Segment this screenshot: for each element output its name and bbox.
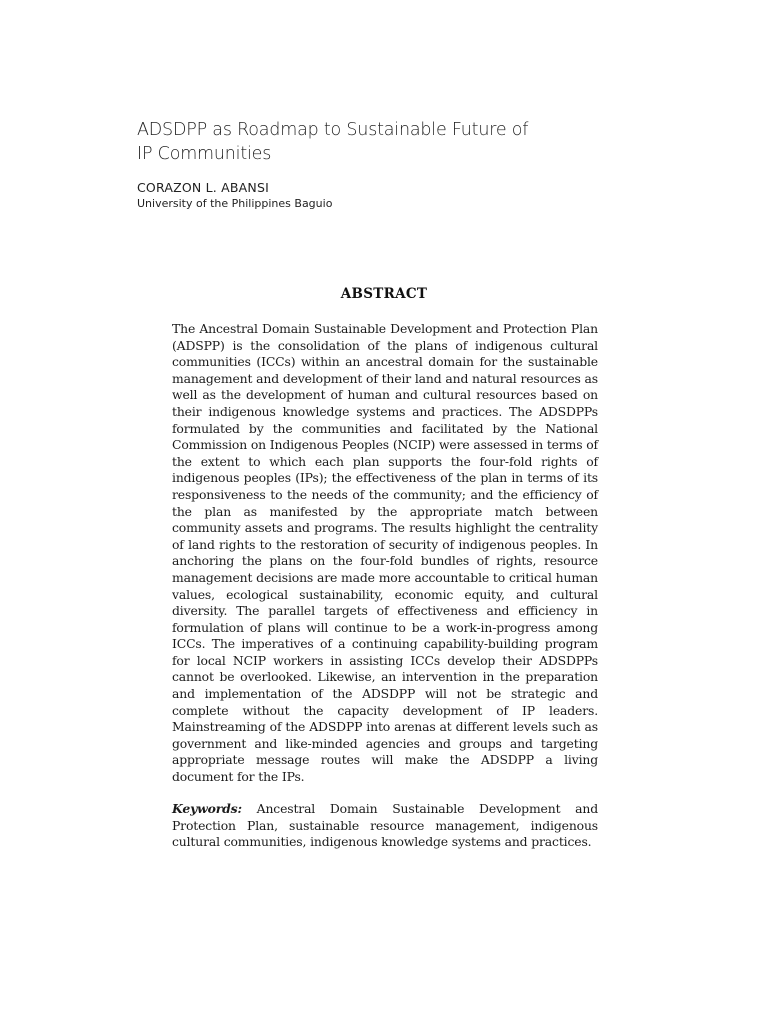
keywords-label: Keywords:: [172, 801, 242, 816]
keywords-text: Ancestral Domain Sustainable Development and Protection Plan, sustainable resource management, indigenous cultural communities, indigenous knowledge systems and practices.: [172, 801, 598, 850]
abstract-body: The Ancestral Domain Sustainable Development and Protection Plan (ADSPP) is the consolidation of the plans of indigenous cultural communities (ICCs) within an ancestral domain for the sustainable management and development of their land and natural resources as well as the development of human and cultural resources based on their indigenous knowledge systems and practices. The ADSDPPs formulated by the communities and facilitated by the National Commission on Indigenous Peoples (NCIP) were assessed in terms of the extent to which each plan supports the four-fold rights of indigenous peoples (IPs); the effectiveness of the plan in terms of its responsiveness to the needs of the community; and the efficiency of the plan as manifested by the appropriate match between community assets and programs. The results highlight the centrality of land rights to the restoration of security of indigenous peoples. In anchoring the plans on the four-fold bundles of rights, resource management decisions are made more accountable to critical human values, ecological sustainability, economic equity, and cultural diversity. The parallel targets of effectiveness and efficiency in formulation of plans will continue to be a work-in-progress among ICCs. The imperatives of a continuing capability-building program for local NCIP workers in assisting ICCs develop their ADSDPPs cannot be overlooked. Likewise, an intervention in the preparation and implementation of the ADSDPP will not be strategic and complete without the capacity development of IP leaders. Mainstreaming of the ADSDPP into arenas at different levels such as government and like-minded agencies and groups and targeting appropriate message routes will make the ADSDPP a living document for the IPs.: [172, 321, 598, 785]
paper-title-line-1: ADSDPP as Roadmap to Sustainable Future of: [137, 120, 529, 140]
author-name: CORAZON L. ABANSI: [137, 180, 269, 195]
paper-title-line-2: IP Communities: [137, 144, 272, 164]
keywords-paragraph: [172, 801, 598, 851]
abstract-heading: ABSTRACT: [340, 286, 428, 302]
author-affiliation: University of the Philippines Baguio: [137, 197, 333, 210]
paper-title: [137, 118, 657, 166]
title-block: [137, 118, 657, 166]
